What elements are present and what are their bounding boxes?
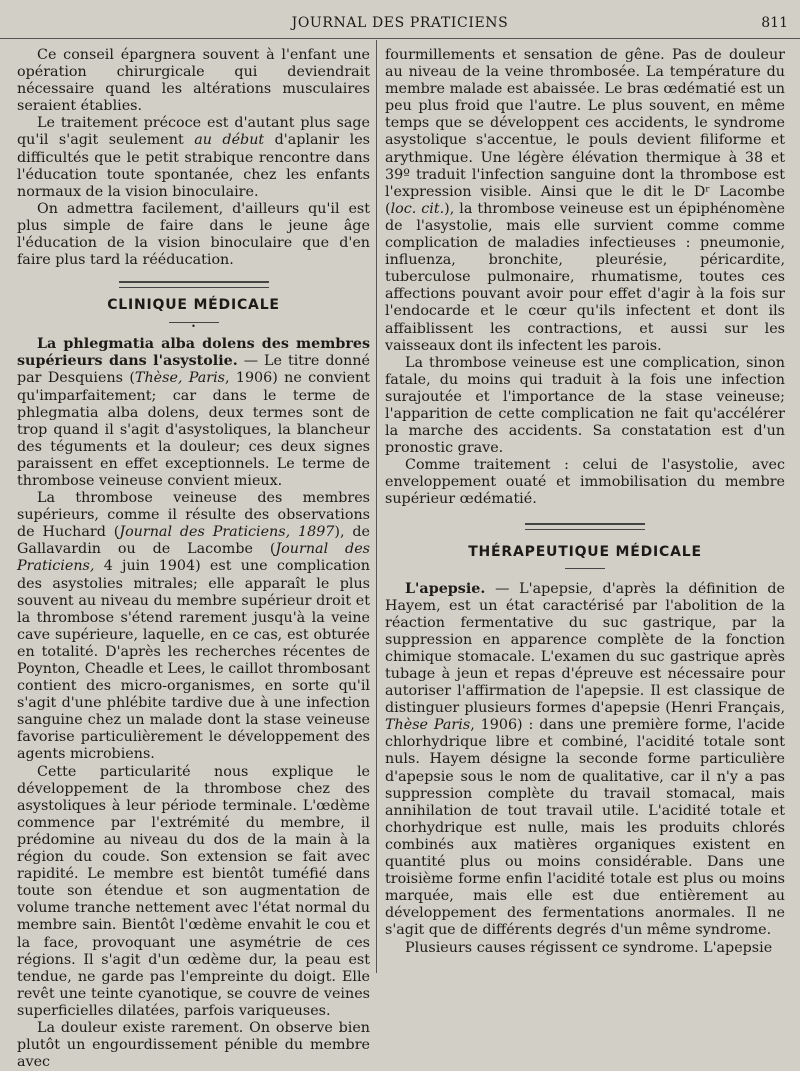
article-paragraph: L'apepsie. — L'apepsie, d'après la définition de Hayem, est un état caractérisé par l'abolition de la réaction fermentative du suc gastrique, par la suppression en apparence complète de la fonction chimique stomacale. L'examen du suc gastrique après tubage à jeun et repas d'épreuve est nécessaire pour autoriser l'affirmation de l'apepsie. Il est classique de distinguer plusieurs formes d'apepsie (Henri Français, Thèse Paris, 1906) : dans une première forme, l'acide chlorhydrique libre et combiné, l'acidité totale sont nuls. Hayem désigne la seconde forme particulière d'apepsie sous le nom de qualitative, car il n'y a pas suppression complète du travail stomacal, mais annihilation de tout travail utile. L'acidité totale et chorhydrique est nulle, mais les produits chlorés combinés aux matières organiques existent en quantité plus ou moins considérable. Dans une troisième forme enfin l'acidité totale est plus ou moins marquée, mais elle est due entièrement au développement des fermentations anormales. Il ne s'agit que de différents degrés d'un même syndrome. [385,580,785,939]
paragraph: Le traitement précoce est d'autant plus sage qu'il s'agit seulement au début d'aplanir les difficultés que le petit strabique rencontre dans l'éducation toute spontanée, chez les enfants normaux de la vision binoculaire. [17,115,370,200]
journal-title: JOURNAL DES PRATICIENS [291,15,509,31]
ornament-rule [525,523,645,530]
emphasis: au début [194,132,265,149]
ornament-rule [119,281,269,288]
paragraph: La thrombose veineuse est une complication, sinon fatale, du moins qui traduit à la fois une infection surajoutée et l'importance de la stase veineuse; l'apparition de cette complication ne fait qu'accélérer la marche des accidents. Sa constatation est d'un pronostic grave. [385,354,785,457]
paragraph: On admettra facilement, d'ailleurs qu'il est plus simple de faire dans le jeune âge l'éducation de la vision binoculaire que d'en faire plus tard la rééducation. [17,200,370,269]
section-heading: THÉRAPEUTIQUE MÉDICALE [468,543,702,560]
paragraph: Comme traitement : celui de l'asystolie, avec enveloppement ouaté et immobilisation du membre supérieur œdématié. [385,457,785,508]
right-column [385,47,785,957]
running-header [0,0,800,39]
paragraph: La douleur existe rarement. On observe bien plutôt un engourdissement pénible du membre avec [17,1019,370,1071]
paragraph: La thrombose veineuse des membres supérieurs, comme il résulte des observations de Huchard (Journal des Praticiens, 1897), de Gallavardin ou de Lacombe (Journal des Praticiens, 4 juin 1904) est une complication des asystolies mitrales; elle apparaît le plus souvent au niveau du membre supérieur droit et la thrombose s'étend rarement jusqu'à la veine cave supérieure, laquelle, en ce cas, est obturée en totalité. D'après les recherches récentes de Poynton, Cheadle et Lees, le caillot thrombosant contient des micro-organismes, en sorte qu'il s'agit d'une phlébite tardive due à une infection sanguine chez un malade dont la stase veineuse favorise particulièrement le développement des agents microbiens. [17,490,371,763]
article-paragraph: La phlegmatia alba dolens des membres supérieurs dans l'asystolie. — Le titre donné par Desquiens (Thèse, Paris, 1906) ne convient qu'imparfaitement; car dans le terme de phlegmatia alba dolens, deux termes sont de trop quand il s'agit d'asystoliques, la blancheur des téguments et la douleur; ces deux signes paraissent en effet exceptionnels. Le terme de thrombose veineuse convient mieux. [17,336,370,489]
article-title: L'apepsie. [405,580,486,597]
column-divider [376,40,377,973]
paragraph: Plusieurs causes régissent ce syndrome. L'apepsie [405,939,773,956]
article-title: La phlegmatia alba dolens des membres supérieurs dans l'asystolie. [17,336,370,370]
paragraph: fourmillements et sensation de gêne. Pas de douleur au niveau de la veine thrombosée. La température du membre malade est abaissée. Le bras œdématié est un peu plus froid que l'autre. Le plus souvent, en même temps que se développent ces accidents, le syndrome asystolique s'accentue, le pouls devient filiforme et arythmique. Une légère élévation thermique à 38 et 39º traduit l'infection sanguine dont la thrombose est l'expression visible. Ainsi que le dit le Dʳ Lacombe (loc. cit.), la thrombose veineuse est un épiphénomène de l'asystolie, mais elle survient comme comme complication de maladies infectieuses : pneumonie, influenza, bronchite, pleurésie, péricardite, tuberculose pulmonaire, rhumatisme, toutes ces affections pouvant avoir pour effet d'agir à la fois sur l'endocarde et le cœur qu'ils infectent et dont ils affaiblissent les contractions, et aussi sur les vaisseaux dont ils infectent les parois. [385,47,785,354]
page-number: 811 [761,15,788,31]
paragraph: Cette particularité nous explique le développement de la thrombose chez des asystoliques à leur période terminale. L'œdème commence par l'extrémité du membre, il prédomine au niveau du dos de la main à la région du coude. Son extension se fait avec rapidité. Le membre est bientôt tuméfié dans toute son étendue et son augmentation de volume tranche nettement avec l'état normal du membre sain. Bientôt l'œdème envahit le cou et la face, provoquant une asymétrie de ces régions. Il s'agit d'un œdème dur, la peau est tendue, ne garde pas l'empreinte du doigt. Elle revêt une teinte cyanotique, se couvre de veines superficielles dilatées, parfois variqueuses. [17,763,370,1019]
ornament-dot: • [191,322,196,332]
section-heading: CLINIQUE MÉDICALE [107,297,280,314]
left-column [17,47,370,1071]
paragraph: Ce conseil épargnera souvent à l'enfant une opération chirurgicale qui deviendrait nécessaire quand les altérations musculaires seraient établies. [17,47,370,115]
